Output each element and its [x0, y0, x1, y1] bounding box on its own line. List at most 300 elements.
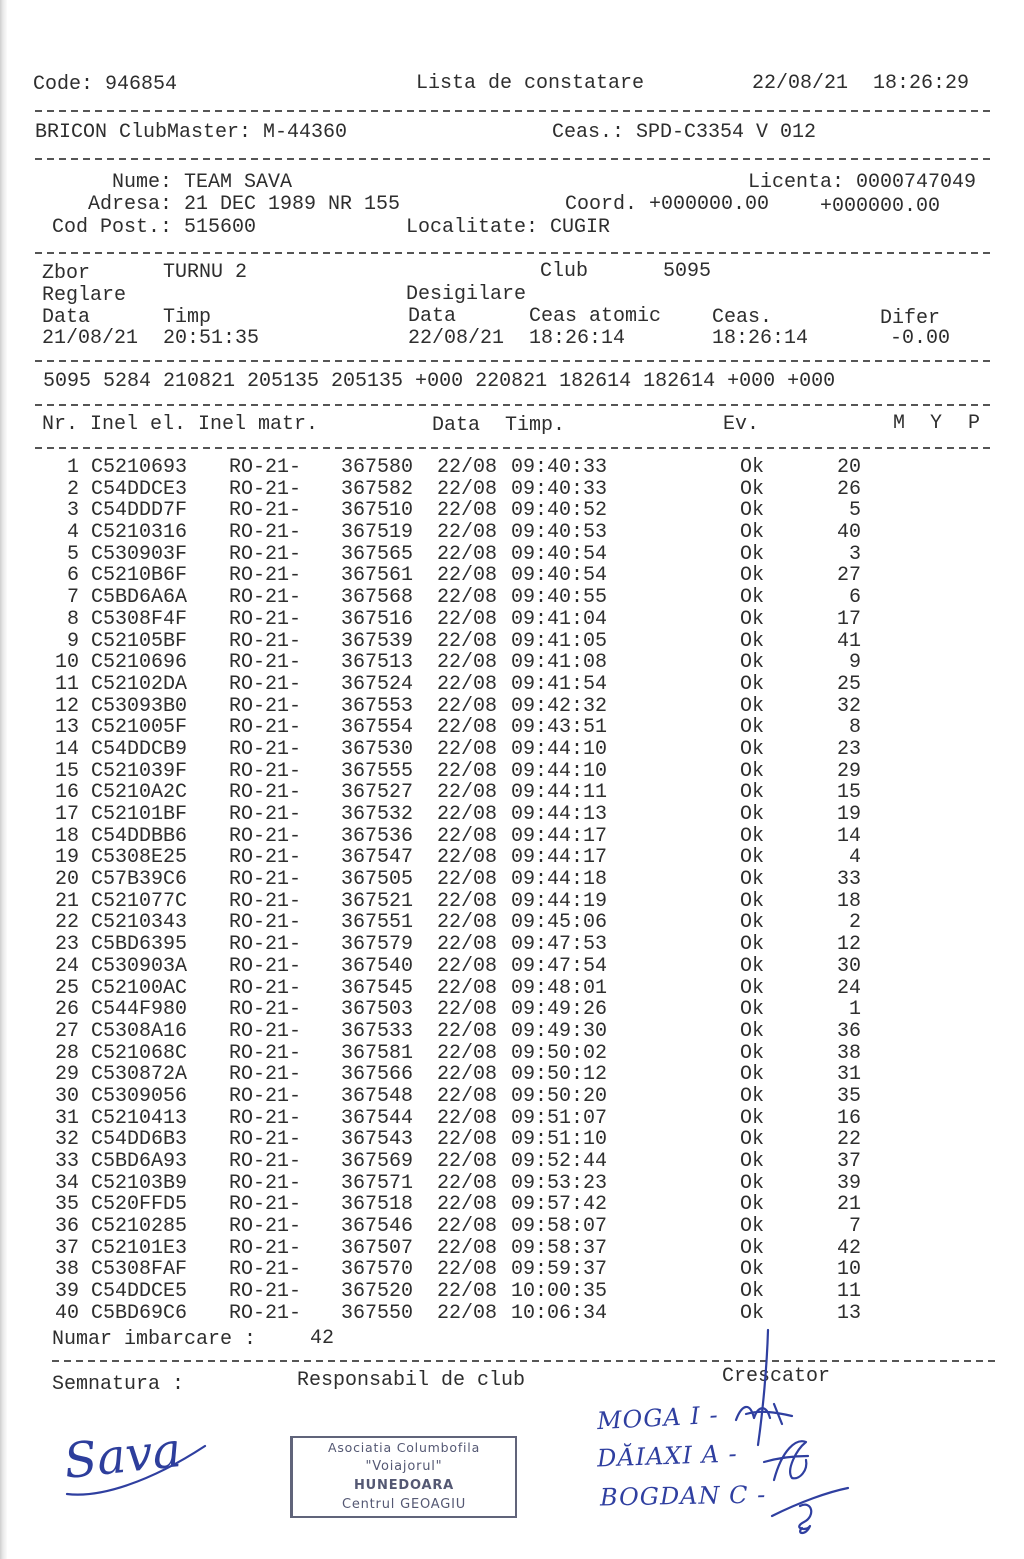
- cell-data: 22/08: [437, 1171, 498, 1195]
- table-row: [0, 1259, 1024, 1281]
- table-row: [0, 1173, 1024, 1195]
- cell-prefix: RO-21-: [229, 1063, 302, 1087]
- cell-data: 22/08: [437, 1084, 498, 1108]
- owner-postal: Cod Post.: 515600: [52, 216, 257, 239]
- table-row: [0, 912, 1024, 934]
- th-data: Data: [432, 414, 481, 437]
- cell-inel: C5210285: [91, 1215, 188, 1239]
- cell-prefix: RO-21-: [229, 1215, 302, 1239]
- initials-scribble: [736, 1404, 792, 1424]
- clock-id: Ceas.: SPD-C3354 V 012: [552, 121, 817, 144]
- cell-inel: C5210413: [91, 1106, 188, 1130]
- cell-ev: Ok: [740, 1258, 765, 1282]
- cell-prefix: RO-21-: [229, 889, 302, 913]
- cell-ev: Ok: [740, 1084, 765, 1108]
- cell-nr: 25: [54, 976, 79, 1000]
- cell-ev: Ok: [740, 1236, 765, 1260]
- cell-ev: Ok: [740, 607, 765, 631]
- cell-prefix: RO-21-: [229, 672, 302, 696]
- cell-nr: 21: [54, 889, 79, 913]
- owner-license: Licenta: 0000747049: [748, 171, 977, 194]
- cell-ev: Ok: [740, 911, 765, 935]
- cell-timp: 09:40:33: [511, 477, 608, 501]
- owner-address: Adresa: 21 DEC 1989 NR 155: [88, 193, 401, 216]
- club-label: Club: [540, 260, 589, 283]
- cell-nr: 17: [54, 803, 79, 826]
- cell-ev: Ok: [740, 672, 765, 696]
- separator-line: [35, 404, 992, 406]
- th-m: M: [893, 412, 906, 435]
- cell-inel: C5308E25: [91, 846, 188, 870]
- ceas-atomic-label: Ceas atomic: [529, 305, 662, 328]
- cell-matr: 367521: [341, 889, 414, 913]
- cell-timp: 09:45:06: [511, 911, 608, 935]
- cell-ev: Ok: [740, 933, 765, 957]
- desigilare-data-label: Data: [408, 305, 457, 328]
- cell-matr: 367539: [341, 629, 414, 653]
- cell-matr: 367551: [341, 911, 414, 935]
- table-row: [0, 804, 1024, 826]
- desigilare-data: 22/08/21: [408, 327, 505, 350]
- cell-ev: Ok: [740, 542, 765, 566]
- cell-matr: 367565: [341, 542, 414, 566]
- cell-nr: 13: [54, 716, 79, 740]
- cell-timp: 09:58:07: [511, 1215, 608, 1239]
- cell-nr: 37: [54, 1236, 79, 1260]
- cell-m: 19: [836, 803, 861, 826]
- cell-timp: 09:53:23: [511, 1171, 608, 1195]
- cell-prefix: RO-21-: [229, 477, 302, 501]
- cell-prefix: RO-21-: [229, 1236, 302, 1260]
- cell-timp: 09:44:13: [511, 803, 608, 826]
- cell-inel: C57B39C6: [91, 868, 188, 892]
- signature-stroke: [67, 1446, 205, 1495]
- cell-nr: 11: [54, 672, 79, 696]
- cell-data: 22/08: [437, 716, 498, 740]
- cell-data: 22/08: [437, 781, 498, 805]
- cell-timp: 09:43:51: [511, 716, 608, 740]
- cell-prefix: RO-21-: [229, 607, 302, 631]
- print-date: 22/08/21: [752, 72, 849, 95]
- cell-m: 24: [836, 976, 861, 1000]
- handwritten-name: DĂIAXI A -: [596, 1439, 739, 1473]
- table-row: [0, 1129, 1024, 1151]
- cell-m: 7: [848, 1215, 861, 1239]
- handwritten-name: BOGDAN C -: [599, 1480, 767, 1512]
- cell-m: 8: [848, 716, 861, 740]
- table-row: [0, 1064, 1024, 1086]
- cell-nr: 8: [66, 607, 79, 631]
- cell-inel: C521068C: [91, 1041, 188, 1065]
- zbor-value: TURNU 2: [163, 261, 248, 284]
- cell-matr: 367532: [341, 803, 414, 826]
- cell-prefix: RO-21-: [229, 824, 302, 848]
- cell-data: 22/08: [437, 672, 498, 696]
- cell-ev: Ok: [740, 651, 765, 675]
- owner-coord-2: +000000.00: [820, 195, 941, 218]
- cell-prefix: RO-21-: [229, 716, 302, 740]
- cell-matr: 367527: [341, 781, 414, 805]
- cell-matr: 367520: [341, 1280, 414, 1304]
- cell-m: 1: [848, 998, 861, 1022]
- cell-matr: 367561: [341, 564, 414, 588]
- cell-timp: 09:51:10: [511, 1128, 608, 1152]
- cell-data: 22/08: [437, 998, 498, 1022]
- cell-ev: Ok: [740, 1171, 765, 1195]
- cell-prefix: RO-21-: [229, 1280, 302, 1304]
- cell-timp: 09:42:32: [511, 694, 608, 718]
- cell-prefix: RO-21-: [229, 803, 302, 826]
- cell-ev: Ok: [740, 1128, 765, 1152]
- table-row: [0, 500, 1024, 522]
- cell-timp: 09:40:54: [511, 564, 608, 588]
- cell-timp: 09:52:44: [511, 1150, 608, 1173]
- cell-inel: C54DDCB9: [91, 737, 188, 761]
- cell-ev: Ok: [740, 716, 765, 740]
- cell-m: 39: [836, 1171, 861, 1195]
- cell-inel: C54DDCE3: [91, 477, 188, 501]
- cell-inel: C5308F4F: [91, 607, 188, 631]
- cell-m: 4: [848, 846, 861, 870]
- cell-timp: 09:44:11: [511, 781, 608, 805]
- cell-ev: Ok: [740, 737, 765, 761]
- cell-data: 22/08: [437, 759, 498, 783]
- cell-inel: C5210696: [91, 651, 188, 675]
- cell-timp: 09:41:08: [511, 651, 608, 675]
- cell-prefix: RO-21-: [229, 456, 302, 479]
- cell-ev: Ok: [740, 1063, 765, 1087]
- cell-nr: 40: [54, 1301, 79, 1325]
- cell-inel: C5210316: [91, 521, 188, 545]
- cell-prefix: RO-21-: [229, 911, 302, 935]
- cell-prefix: RO-21-: [229, 1258, 302, 1282]
- cell-m: 11: [836, 1280, 861, 1304]
- cell-inel: C5210693: [91, 456, 188, 479]
- cell-matr: 367516: [341, 607, 414, 631]
- cell-timp: 09:44:10: [511, 737, 608, 761]
- cell-timp: 09:44:10: [511, 759, 608, 783]
- cell-prefix: RO-21-: [229, 1193, 302, 1217]
- cell-inel: C54DDD7F: [91, 499, 188, 523]
- table-row: [0, 696, 1024, 718]
- cell-ev: Ok: [740, 868, 765, 892]
- code-line: 5095 5284 210821 205135 205135 +000 220821 182614 182614 +000 +000: [43, 370, 836, 393]
- cell-inel: C544F980: [91, 998, 188, 1022]
- cell-timp: 09:59:37: [511, 1258, 608, 1282]
- cell-m: 5: [848, 499, 861, 523]
- cell-inel: C52102DA: [91, 672, 188, 696]
- cell-ev: Ok: [740, 803, 765, 826]
- cell-data: 22/08: [437, 868, 498, 892]
- th-nr-inel: Nr. Inel el. Inel matr.: [42, 413, 319, 436]
- cell-timp: 09:41:54: [511, 672, 608, 696]
- cell-prefix: RO-21-: [229, 1150, 302, 1173]
- code: Code: 946854: [33, 73, 178, 96]
- separator-line: [35, 447, 992, 449]
- cell-prefix: RO-21-: [229, 564, 302, 588]
- cell-data: 22/08: [437, 737, 498, 761]
- cell-m: 27: [836, 564, 861, 588]
- separator-line: [35, 360, 992, 362]
- cell-m: 10: [836, 1258, 861, 1282]
- cell-data: 22/08: [437, 629, 498, 653]
- table-row: [0, 739, 1024, 761]
- cell-inel: C5BD6A93: [91, 1150, 188, 1173]
- reglare-data-label: Data: [42, 306, 91, 329]
- cell-inel: C52105BF: [91, 629, 188, 653]
- table-row: [0, 674, 1024, 696]
- cell-inel: C521077C: [91, 889, 188, 913]
- table-row: [0, 978, 1024, 1000]
- stamp-line: "Voiajorul": [365, 1459, 443, 1474]
- cell-prefix: RO-21-: [229, 759, 302, 783]
- reglare-timp: 20:51:35: [163, 327, 260, 350]
- cell-matr: 367507: [341, 1236, 414, 1260]
- cell-prefix: RO-21-: [229, 1171, 302, 1195]
- table-row: [0, 1238, 1024, 1260]
- cell-data: 22/08: [437, 1236, 498, 1260]
- th-p: P: [968, 412, 981, 435]
- cell-inel: C5210B6F: [91, 564, 188, 588]
- cell-nr: 10: [54, 651, 79, 675]
- cell-matr: 367581: [341, 1041, 414, 1065]
- cell-m: 6: [848, 586, 861, 610]
- cell-ev: Ok: [740, 1301, 765, 1325]
- semnatura-label: Semnatura :: [52, 1373, 185, 1396]
- cell-prefix: RO-21-: [229, 1106, 302, 1130]
- cell-timp: 09:44:18: [511, 868, 608, 892]
- cell-timp: 09:47:54: [511, 954, 608, 978]
- table-row: [0, 847, 1024, 869]
- table-row: [0, 761, 1024, 783]
- cell-m: 14: [836, 824, 861, 848]
- cell-nr: 38: [54, 1258, 79, 1282]
- cell-inel: C530903A: [91, 954, 188, 978]
- cell-matr: 367569: [341, 1150, 414, 1173]
- zbor-label: Zbor: [42, 262, 91, 285]
- cell-data: 22/08: [437, 803, 498, 826]
- cell-m: 15: [836, 781, 861, 805]
- table-row: [0, 1151, 1024, 1173]
- cell-inel: C521039F: [91, 759, 188, 783]
- table-row: [0, 956, 1024, 978]
- cell-timp: 09:58:37: [511, 1236, 608, 1260]
- cell-ev: Ok: [740, 954, 765, 978]
- cell-inel: C54DDBB6: [91, 824, 188, 848]
- cell-m: 12: [836, 933, 861, 957]
- cell-timp: 09:50:20: [511, 1084, 608, 1108]
- cell-inel: C52101BF: [91, 803, 188, 826]
- cell-m: 13: [836, 1301, 861, 1325]
- cell-ev: Ok: [740, 998, 765, 1022]
- cell-timp: 09:50:12: [511, 1063, 608, 1087]
- initials-scribble: [764, 1441, 808, 1480]
- cell-timp: 10:06:34: [511, 1301, 608, 1325]
- cell-nr: 4: [66, 521, 79, 545]
- cell-data: 22/08: [437, 1280, 498, 1304]
- cell-data: 22/08: [437, 933, 498, 957]
- cell-data: 22/08: [437, 846, 498, 870]
- cell-prefix: RO-21-: [229, 542, 302, 566]
- cell-inel: C5308FAF: [91, 1258, 188, 1282]
- cell-m: 16: [836, 1106, 861, 1130]
- cell-prefix: RO-21-: [229, 737, 302, 761]
- cell-data: 22/08: [437, 1128, 498, 1152]
- reglare-timp-label: Timp: [163, 306, 212, 329]
- owner-name: Nume: TEAM SAVA: [112, 171, 293, 194]
- table-row: [0, 522, 1024, 544]
- ceas-label: Ceas.: [712, 306, 773, 329]
- cell-m: 20: [836, 456, 861, 479]
- cell-data: 22/08: [437, 542, 498, 566]
- cell-ev: Ok: [740, 521, 765, 545]
- cell-inel: C54DDCE5: [91, 1280, 188, 1304]
- cell-m: 32: [836, 694, 861, 718]
- cell-inel: C520FFD5: [91, 1193, 188, 1217]
- cell-nr: 36: [54, 1215, 79, 1239]
- cell-data: 22/08: [437, 694, 498, 718]
- cell-prefix: RO-21-: [229, 586, 302, 610]
- cell-timp: 09:40:55: [511, 586, 608, 610]
- cell-nr: 35: [54, 1193, 79, 1217]
- table-row: [0, 609, 1024, 631]
- cell-prefix: RO-21-: [229, 651, 302, 675]
- table-row: [0, 999, 1024, 1021]
- cell-inel: C5210A2C: [91, 781, 188, 805]
- cell-timp: 09:40:33: [511, 456, 608, 479]
- responsabil-label: Responsabil de club: [297, 1369, 526, 1392]
- table-row: [0, 869, 1024, 891]
- table-row: [0, 1043, 1024, 1065]
- table-row: [0, 891, 1024, 913]
- ceas: 18:26:14: [712, 327, 809, 350]
- cell-prefix: RO-21-: [229, 954, 302, 978]
- cell-nr: 34: [54, 1171, 79, 1195]
- cell-inel: C52100AC: [91, 976, 188, 1000]
- cell-nr: 29: [54, 1063, 79, 1087]
- cell-nr: 5: [66, 542, 79, 566]
- cell-m: 31: [836, 1063, 861, 1087]
- cell-inel: C5BD69C6: [91, 1301, 188, 1325]
- th-ev: Ev.: [723, 413, 760, 436]
- cell-nr: 28: [54, 1041, 79, 1065]
- cell-matr: 367540: [341, 954, 414, 978]
- cell-timp: 09:48:01: [511, 976, 608, 1000]
- table-row: [0, 1021, 1024, 1043]
- cell-matr: 367536: [341, 824, 414, 848]
- cell-nr: 14: [54, 737, 79, 761]
- cell-timp: 09:44:17: [511, 846, 608, 870]
- cell-nr: 24: [54, 954, 79, 978]
- cell-m: 25: [836, 672, 861, 696]
- cell-ev: Ok: [740, 499, 765, 523]
- cell-m: 29: [836, 759, 861, 783]
- cell-matr: 367545: [341, 976, 414, 1000]
- cell-data: 22/08: [437, 1258, 498, 1282]
- cell-m: 22: [836, 1128, 861, 1152]
- cell-timp: 09:40:53: [511, 521, 608, 545]
- cell-matr: 367513: [341, 651, 414, 675]
- print-time: 18:26:29: [873, 72, 970, 95]
- document-title: Lista de constatare: [416, 72, 645, 95]
- clubmaster: BRICON ClubMaster: M-44360: [35, 121, 348, 144]
- cell-data: 22/08: [437, 1019, 498, 1043]
- cell-timp: 09:41:05: [511, 629, 608, 653]
- cell-prefix: RO-21-: [229, 499, 302, 523]
- cell-timp: 09:51:07: [511, 1106, 608, 1130]
- cell-m: 33: [836, 868, 861, 892]
- cell-inel: C5BD6395: [91, 933, 188, 957]
- cell-matr: 367544: [341, 1106, 414, 1130]
- cell-prefix: RO-21-: [229, 868, 302, 892]
- cell-ev: Ok: [740, 456, 765, 479]
- table-row: [0, 934, 1024, 956]
- cell-prefix: RO-21-: [229, 1084, 302, 1108]
- cell-data: 22/08: [437, 954, 498, 978]
- cell-m: 30: [836, 954, 861, 978]
- handwritten-scribbles: [560, 1320, 880, 1550]
- cell-matr: 367519: [341, 521, 414, 545]
- cell-timp: 09:40:52: [511, 499, 608, 523]
- cell-m: 3: [848, 542, 861, 566]
- table-row: [0, 1281, 1024, 1303]
- cell-matr: 367548: [341, 1084, 414, 1108]
- table-row: [0, 1108, 1024, 1130]
- cell-prefix: RO-21-: [229, 1041, 302, 1065]
- cell-inel: C54DD6B3: [91, 1128, 188, 1152]
- table-row: [0, 1216, 1024, 1238]
- cell-timp: 09:50:02: [511, 1041, 608, 1065]
- cell-data: 22/08: [437, 1193, 498, 1217]
- cell-data: 22/08: [437, 1063, 498, 1087]
- cell-data: 22/08: [437, 1150, 498, 1173]
- cell-m: 26: [836, 477, 861, 501]
- cell-ev: Ok: [740, 694, 765, 718]
- cell-nr: 19: [54, 846, 79, 870]
- cell-matr: 367582: [341, 477, 414, 501]
- cell-timp: 09:40:54: [511, 542, 608, 566]
- cell-matr: 367570: [341, 1258, 414, 1282]
- cell-m: 21: [836, 1193, 861, 1217]
- cell-m: 41: [836, 629, 861, 653]
- table-row: [0, 457, 1024, 479]
- th-y: Y: [930, 412, 943, 435]
- cell-prefix: RO-21-: [229, 933, 302, 957]
- cell-inel: C521005F: [91, 716, 188, 740]
- stamp-line: HUNEDOARA: [353, 1478, 455, 1493]
- cell-matr: 367568: [341, 586, 414, 610]
- cell-prefix: RO-21-: [229, 976, 302, 1000]
- cell-timp: 09:49:26: [511, 998, 608, 1022]
- cell-prefix: RO-21-: [229, 521, 302, 545]
- cell-ev: Ok: [740, 1215, 765, 1239]
- cell-prefix: RO-21-: [229, 846, 302, 870]
- table-row: [0, 1194, 1024, 1216]
- handwritten-name: MOGA I -: [596, 1400, 720, 1436]
- cell-matr: 367566: [341, 1063, 414, 1087]
- cell-matr: 367579: [341, 933, 414, 957]
- cell-nr: 9: [66, 629, 79, 653]
- cell-inel: C5210343: [91, 911, 188, 935]
- cell-data: 22/08: [437, 456, 498, 479]
- table-row: [0, 544, 1024, 566]
- cell-nr: 22: [54, 911, 79, 935]
- cell-data: 22/08: [437, 607, 498, 631]
- numar-imbarcare-label: Numar imbarcare :: [52, 1328, 257, 1351]
- cell-nr: 6: [66, 564, 79, 588]
- owner-coord: Coord. +000000.00: [565, 193, 770, 216]
- cell-m: 23: [836, 737, 861, 761]
